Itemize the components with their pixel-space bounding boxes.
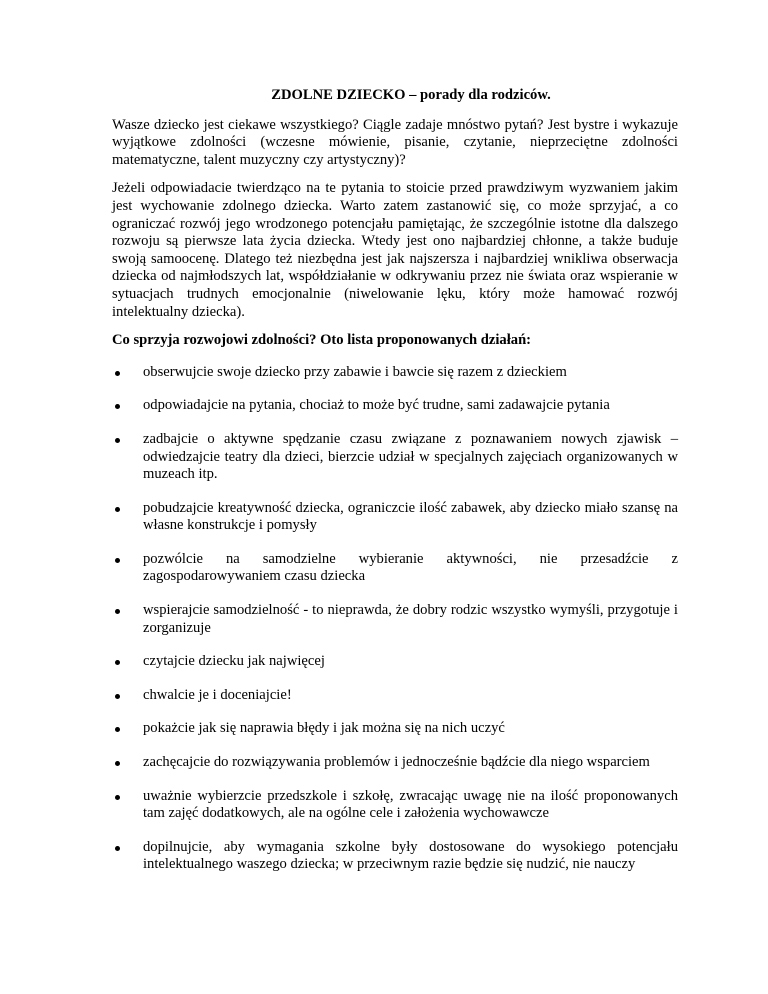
list-item [112,653,678,671]
intro-paragraph: Wasze dziecko jest ciekawe wszystkiego? Ciągle zadaje mnóstwo pytań? Jest bystre i wykazuje wyjątkowe zdolności (wczesne mówienie, pisanie, czytanie, nieprzeciętne zdolności matematyczne, talent muzyczny czy artystyczny)? [112,116,678,168]
bullet-icon [115,438,120,443]
bullet-icon [115,846,120,851]
list-item-text: pozwólcie na samodzielne wybieranie aktywności, nie przesadźcie z zagospodarowywaniem czasu dziecka [143,550,678,585]
list-item-text: pobudzajcie kreatywność dziecka, ograniczcie ilość zabawek, aby dziecko miało szansę na własne konstrukcje i pomysły [143,499,678,534]
bullet-icon [115,371,120,376]
bullet-icon [115,507,120,512]
bullet-icon [115,558,120,563]
tips-list [112,364,678,874]
bullet-icon [115,404,120,409]
list-item [112,687,678,705]
document-title: ZDOLNE DZIECKO – porady dla rodziców. [271,87,551,103]
bullet-icon [115,727,120,732]
list-item-text: obserwujcie swoje dziecko przy zabawie i bawcie się razem z dzieckiem [143,363,567,380]
list-item-text: odpowiadajcie na pytania, chociaż to może być trudne, sami zadawajcie pytania [143,397,610,414]
body-paragraph: Jeżeli odpowiadacie twierdząco na te pytania to stoicie przed prawdziwym wyzwaniem jakim jest wychowanie zdolnego dziecka. Warto zatem zastanowić się, co może sprzyjać, a co ograniczać rozwój jego wrodzonego potencjału pamiętając, że szczególnie istotne dla dalszego rozwoju są pierwsze lata życia dziecka. Wtedy jest ono najbardziej chłonne, a także buduje swoją samoocenę. Dlatego też niezbędna jest jak najszersza i najbardziej wnikliwa obserwacja dziecka od najmłodszych lat, współdziałanie w odkrywaniu przez nie świata oraz wspieranie w sytuacjach trudnych emocjonalnie (niwelowanie lęku, który może hamować rozwój intelektualny dziecka). [112,180,678,320]
list-item [112,500,678,535]
bullet-icon [115,795,120,800]
list-item-text: pokażcie jak się naprawia błędy i jak można się na nich uczyć [143,720,505,737]
list-item [112,788,678,823]
list-item [112,602,678,637]
list-heading: Co sprzyja rozwojowi zdolności? Oto lista proponowanych działań: [112,332,532,349]
list-item [112,397,678,415]
bullet-icon [115,694,120,699]
list-item-text: zachęcajcie do rozwiązywania problemów i jednocześnie bądźcie dla niego wsparciem [143,754,650,771]
list-item-text: uważnie wybierzcie przedszkole i szkołę, zwracając uwagę nie na ilość proponowanych tam zajęć dodatkowych, ale na ogólne cele i założenia wychowawcze [143,787,678,822]
list-item-text: dopilnujcie, aby wymagania szkolne były dostosowane do wysokiego potencjału intelektualnego waszego dziecka; w przeciwnym razie będzie się nudzić, nie nauczy [143,838,678,873]
list-item [112,551,678,586]
list-item-text: czytajcie dziecku jak najwięcej [143,653,325,670]
list-item-text: wspierajcie samodzielność - to nieprawda, że dobry rodzic wszystko wymyśli, przygotuje i zorganizuje [143,602,678,636]
list-item-text: zadbajcie o aktywne spędzanie czasu związane z poznawaniem nowych zjawisk – odwiedzajcie teatry dla dzieci, bierzcie udział w specjalnych zajęciach organizowanych w muzeach itp. [143,430,678,483]
list-item [112,364,678,382]
bullet-icon [115,761,120,766]
list-item-text: chwalcie je i doceniajcie! [143,686,292,703]
bullet-icon [115,660,120,665]
bullet-icon [115,609,120,614]
list-item [112,754,678,772]
list-item [112,431,678,484]
list-item [112,720,678,738]
list-item [112,839,678,874]
